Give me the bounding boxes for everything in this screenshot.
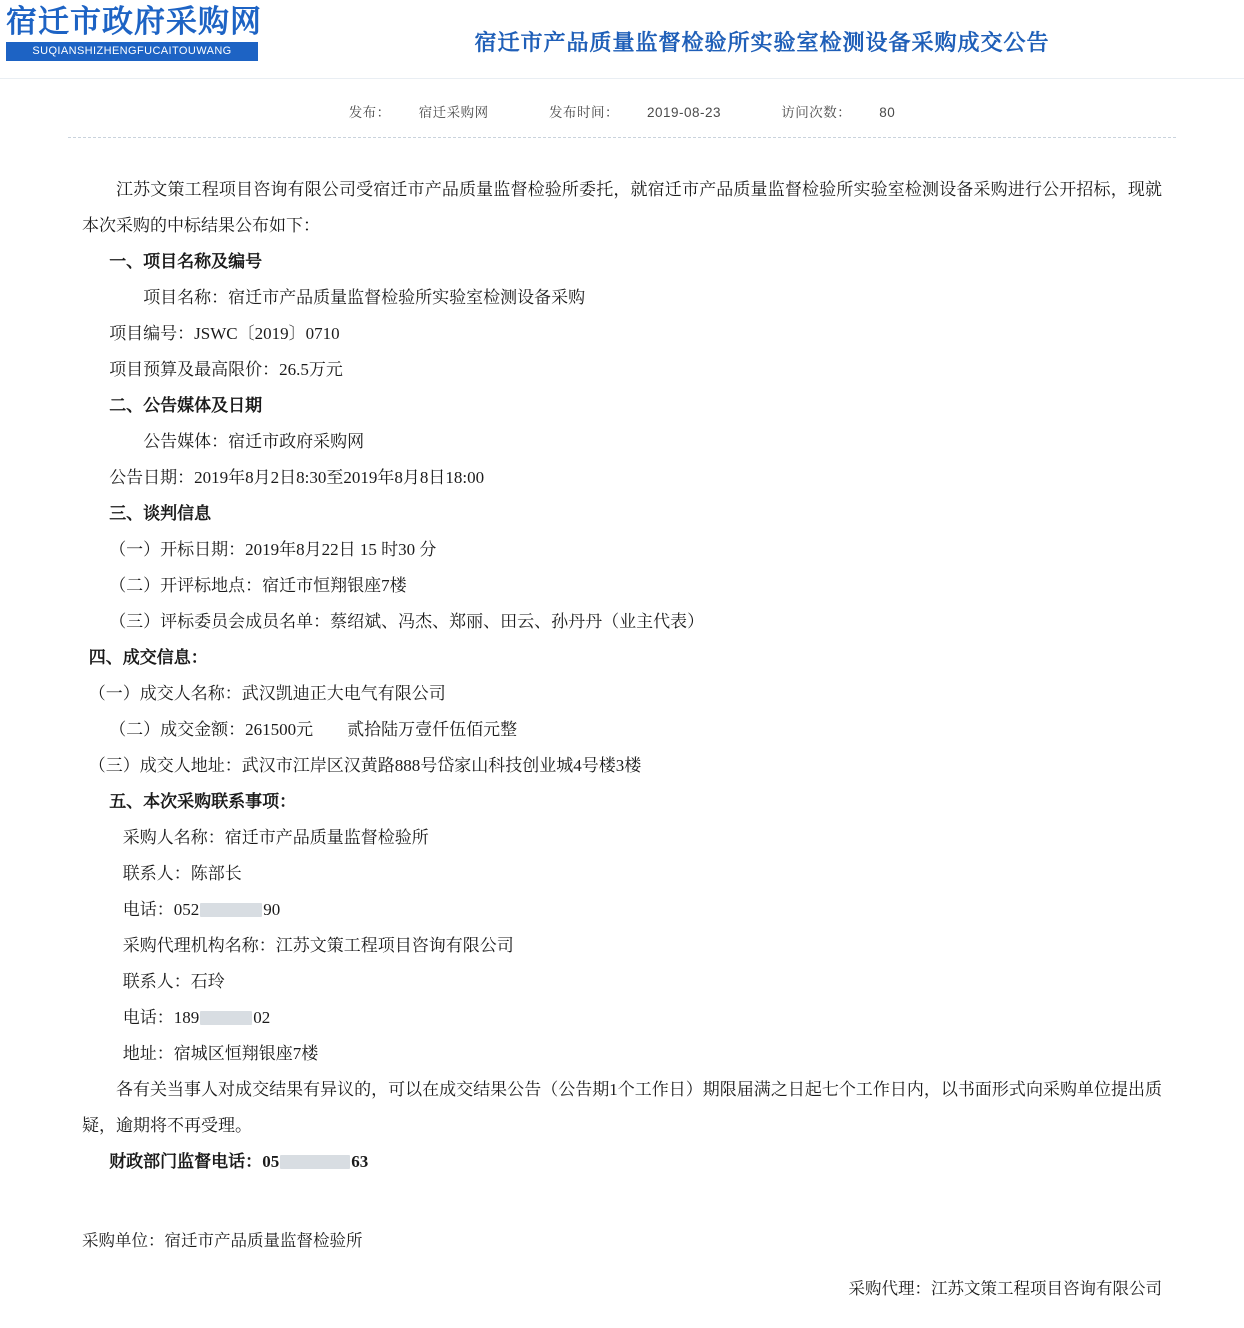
article-footer: [0, 1224, 1244, 1306]
buyer-phone-prefix: 052: [173, 900, 200, 919]
footer-agent-value: 江苏文策工程项目咨询有限公司: [931, 1279, 1162, 1298]
supervision-phone-prefix: 05: [262, 1152, 280, 1171]
agency-address-label: 地址：: [122, 1044, 174, 1063]
agency-phone: [82, 1000, 1162, 1036]
meta-publisher: [335, 105, 503, 120]
agency-contact-label: 联系人：: [122, 972, 191, 991]
article-meta: [0, 101, 1244, 121]
page-header: [0, 0, 1244, 79]
bid-open-date: （一）开标日期：2019年8月22日 15 时30 分: [109, 540, 437, 559]
meta-publisher-label: 发布：: [348, 105, 391, 120]
project-code: 项目编号：JSWC〔2019〕0710: [109, 324, 340, 343]
meta-time-label: 发布时间：: [548, 105, 619, 120]
supervision-phone-label: 财政部门监督电话：: [109, 1152, 263, 1171]
footer-buyer: [0, 1224, 1244, 1258]
winner-name: （一）成交人名称：武汉凯迪正大电气有限公司: [88, 684, 446, 703]
site-logo-text: 宿迁市政府采购网: [6, 4, 262, 39]
section-3-title: 三、谈判信息: [109, 504, 212, 523]
project-budget: 项目预算及最高限价：26.5万元: [109, 360, 343, 379]
agency-phone-label: 电话：: [122, 1008, 174, 1027]
section-1-title: 一、项目名称及编号: [109, 252, 263, 271]
supervision-phone-suffix: 63: [351, 1152, 369, 1171]
agency-name-value: 江苏文策工程项目咨询有限公司: [275, 936, 514, 955]
agency-address: [82, 1036, 1162, 1072]
intro-paragraph: 江苏文策工程项目咨询有限公司受宿迁市产品质量监督检验所委托，就宿迁市产品质量监督检验所实验室检测设备采购进行公开招标，现就本次采购的中标结果公布如下：: [82, 180, 1162, 235]
buyer-contact-value: 陈部长: [190, 864, 242, 883]
agency-address-value: 宿城区恒翔银座7楼: [173, 1044, 319, 1063]
footer-buyer-label: 采购单位：: [82, 1231, 165, 1250]
buyer-contact: [82, 856, 1162, 892]
meta-views-label: 访问次数：: [781, 105, 852, 120]
agency-phone-suffix: 02: [253, 1008, 271, 1027]
site-logo[interactable]: [6, 4, 262, 61]
agency-phone-prefix: 189: [173, 1008, 200, 1027]
redacted-block-icon: [200, 1011, 252, 1025]
bid-open-place: （二）开评标地点：宿迁市恒翔银座7楼: [109, 576, 407, 595]
agency-contact: [82, 964, 1162, 1000]
page-title: 宿迁市产品质量监督检验所实验室检测设备采购成交公告: [474, 30, 1050, 55]
article-body: [0, 138, 1244, 1180]
project-name: 项目名称：宿迁市产品质量监督检验所实验室检测设备采购: [143, 288, 586, 307]
winner-amount: （二）成交金额：261500元 贰拾陆万壹仟伍佰元整: [109, 720, 518, 739]
footer-buyer-value: 宿迁市产品质量监督检验所: [164, 1231, 363, 1250]
buyer-contact-label: 联系人：: [122, 864, 191, 883]
meta-views-value: 80: [879, 105, 896, 120]
buyer-name: 采购人名称：宿迁市产品质量监督检验所: [122, 828, 429, 847]
meta-time-value: 2019-08-23: [646, 105, 722, 120]
redacted-block-icon: [200, 903, 262, 917]
footer-agent-label: 采购代理：: [848, 1279, 931, 1298]
meta-views: [767, 105, 909, 120]
meta-time: [535, 105, 735, 120]
supervision-phone: [82, 1144, 1162, 1180]
section-2-title: 二、公告媒体及日期: [109, 396, 263, 415]
site-logo-pinyin: SUQIANSHIZHENGFUCAITOUWANG: [6, 42, 258, 61]
agency-name-label: 采购代理机构名称：: [122, 936, 276, 955]
footer-agent: [0, 1272, 1244, 1306]
meta-publisher-value: 宿迁采购网: [418, 105, 489, 120]
agency-name: [82, 928, 1162, 964]
evaluation-committee: （三）评标委员会成员名单：蔡绍斌、冯杰、郑丽、田云、孙丹丹（业主代表）: [109, 612, 705, 631]
winner-address: （三）成交人地址：武汉市江岸区汉黄路888号岱家山科技创业城4号楼3楼: [88, 756, 642, 775]
buyer-phone-label: 电话：: [122, 900, 174, 919]
agency-contact-value: 石玲: [190, 972, 225, 991]
section-5-title: 五、本次采购联系事项：: [109, 792, 297, 811]
redacted-block-icon: [280, 1155, 350, 1169]
buyer-phone-suffix: 90: [263, 900, 281, 919]
buyer-phone: [82, 892, 1162, 928]
section-4-title: 四、成交信息：: [88, 648, 208, 667]
announce-media: 公告媒体：宿迁市政府采购网: [143, 432, 365, 451]
announce-date: 公告日期：2019年8月2日8:30至2019年8月8日18:00: [109, 468, 485, 487]
objection-paragraph: 各有关当事人对成交结果有异议的，可以在成交结果公告（公告期1个工作日）期限届满之日起七个工作日内，以书面形式向采购单位提出质疑，逾期将不再受理。: [82, 1080, 1162, 1135]
